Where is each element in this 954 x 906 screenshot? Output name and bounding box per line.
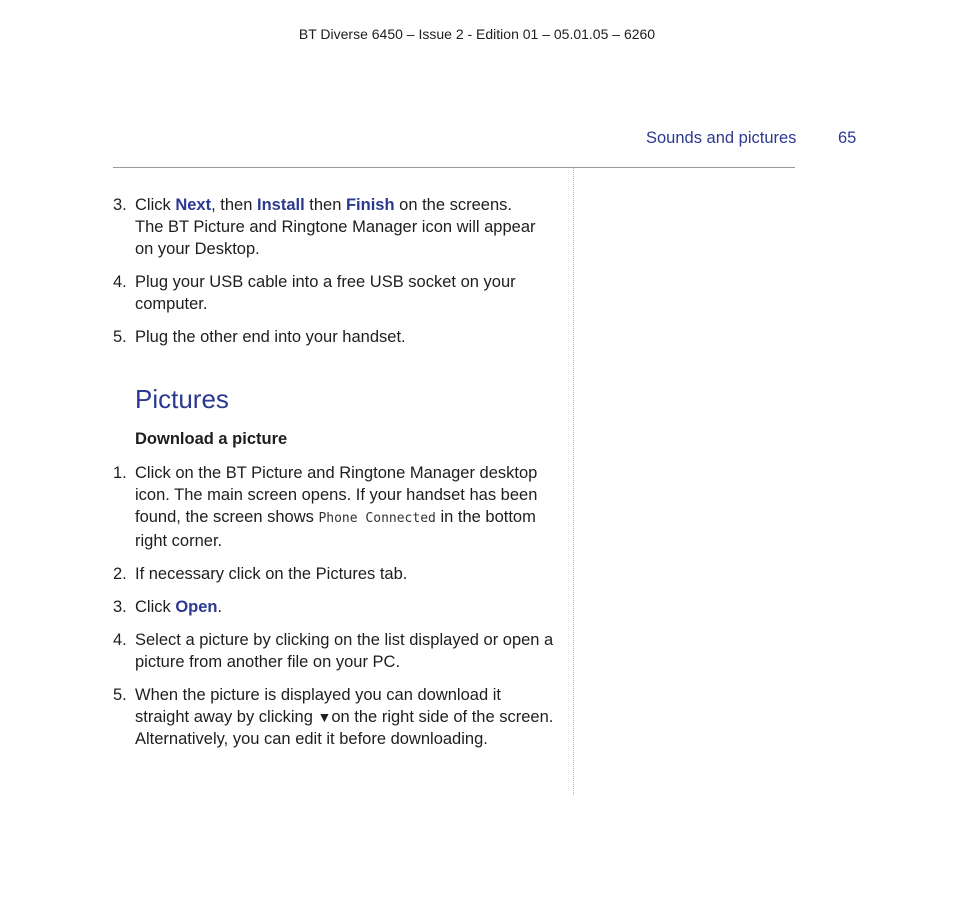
step-number: 5. — [113, 328, 127, 346]
phone-connected-display-text: Phone Connected — [318, 511, 436, 526]
next-keyword: Next — [175, 196, 212, 214]
step-text: When the picture is displayed you can download it straight away by clicking ▼on the right side of the screen. Alternatively, you can edit it before downloading. — [135, 686, 554, 748]
step-number: 5. — [113, 686, 127, 704]
picture-steps — [113, 462, 558, 750]
download-picture-subheading: Download a picture — [135, 430, 288, 448]
install-step-4 — [113, 271, 558, 315]
page-number: 65 — [838, 129, 857, 147]
step-number: 4. — [113, 631, 127, 649]
install-step-5 — [113, 326, 558, 348]
header-rule — [113, 167, 795, 168]
step-text: Click Next, then Install then Finish on the screens. — [135, 196, 512, 214]
step-number: 1. — [113, 464, 127, 482]
step-text: Plug the other end into your handset. — [135, 328, 406, 346]
document-id: BT Diverse 6450 – Issue 2 - Edition 01 – 05.01.05 – 6260 — [298, 26, 656, 42]
picture-step-4 — [113, 629, 558, 673]
section-title: Sounds and pictures — [646, 129, 797, 147]
step-text: Click on the BT Picture and Ringtone Manager desktop icon. The main screen opens. If your handset has been found, the screen shows Phone Connected in the bottom right corner. — [135, 464, 538, 550]
picture-step-2 — [113, 563, 558, 585]
picture-step-5 — [113, 684, 558, 750]
picture-step-3 — [113, 596, 558, 618]
step-text: Select a picture by clicking on the list displayed or open a picture from another file on your PC. — [135, 631, 554, 671]
step-number: 2. — [113, 565, 127, 583]
step-text: Plug your USB cable into a free USB socket on your computer. — [135, 273, 516, 313]
install-step-3 — [113, 194, 558, 260]
picture-step-1 — [113, 462, 558, 552]
column-divider — [573, 168, 574, 795]
pictures-heading: Pictures — [135, 384, 229, 414]
step-number: 4. — [113, 273, 127, 291]
down-arrow-icon: ▼ — [317, 709, 332, 725]
step-text: Click Open. — [135, 598, 223, 616]
install-steps — [113, 194, 558, 348]
finish-keyword: Finish — [345, 196, 395, 214]
install-keyword: Install — [256, 196, 305, 214]
main-column — [113, 194, 558, 761]
step-number: 3. — [113, 196, 127, 214]
step-text-continued: The BT Picture and Ringtone Manager icon will appear on your Desktop. — [135, 218, 536, 258]
step-number: 3. — [113, 598, 127, 616]
open-keyword: Open — [175, 598, 218, 616]
step-text: If necessary click on the Pictures tab. — [135, 565, 408, 583]
